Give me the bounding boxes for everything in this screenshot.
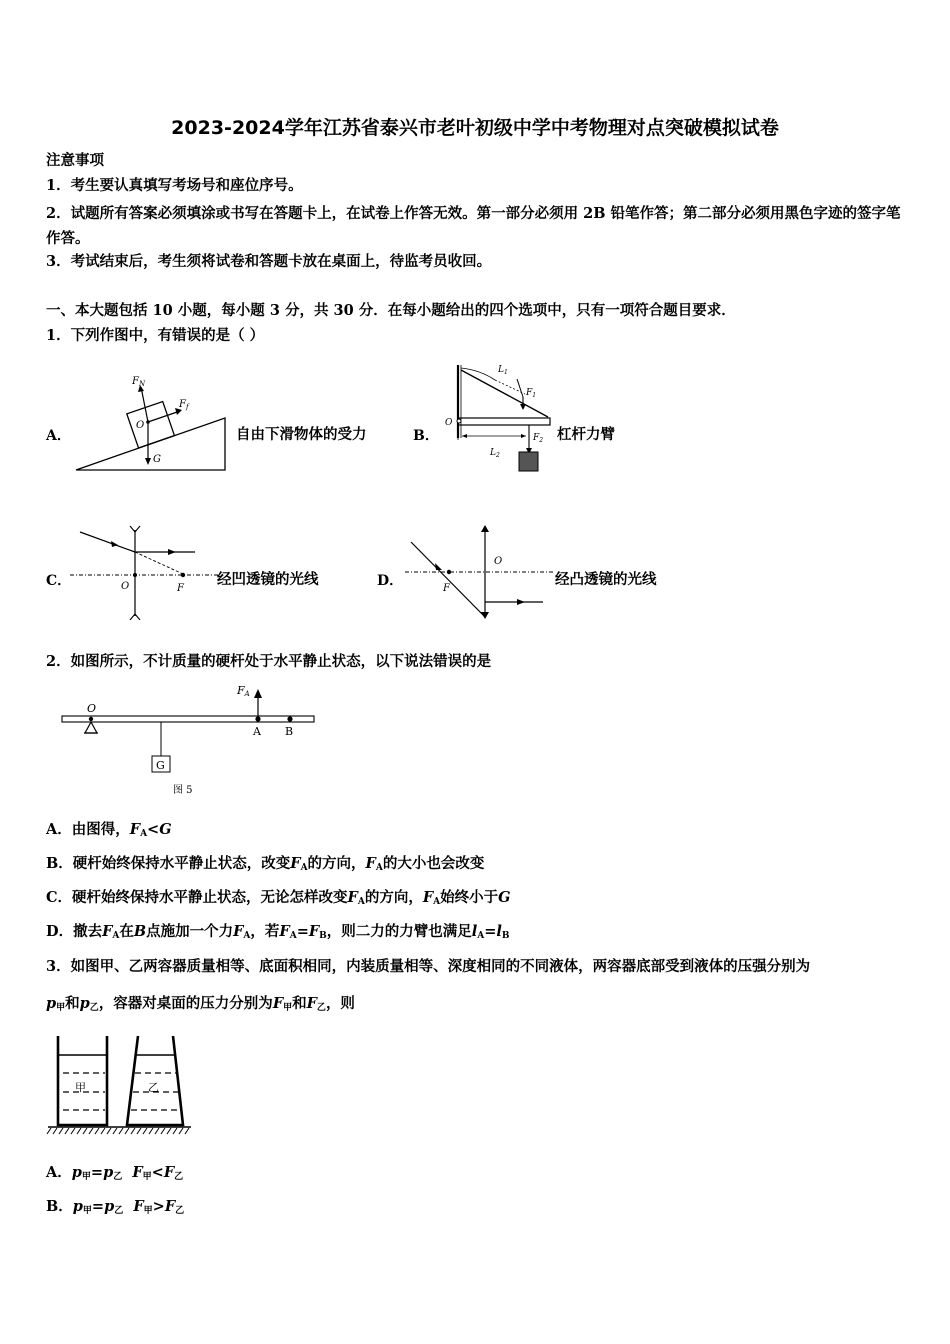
option-label: D． xyxy=(46,923,74,940)
label-jia: 甲 xyxy=(75,1081,86,1094)
text-run: F xyxy=(164,1198,176,1215)
notice-item-2: 2．试题所有答案必须填涂或书写在答题卡上，在试卷上作答无效。第一部分必须用 2B 铅笔作答；第二部分必须用黑色字迹的签字笔作答。 xyxy=(46,205,901,247)
text-run: 和 xyxy=(65,995,80,1012)
label-o: O xyxy=(494,556,503,567)
text-run: F xyxy=(133,1198,144,1215)
text-run: A xyxy=(243,931,251,941)
text-run: F xyxy=(163,1164,175,1181)
text-run: 甲 xyxy=(82,1206,92,1216)
text-run: < xyxy=(151,1164,164,1181)
point-a xyxy=(255,716,260,721)
point-b xyxy=(287,716,292,721)
text-run: G xyxy=(159,821,172,838)
q3-option-a xyxy=(46,1163,183,1187)
q2-option-b xyxy=(46,854,484,878)
text-run: p xyxy=(72,1198,83,1215)
figure-caption: 图 5 xyxy=(173,785,193,796)
text-run: F xyxy=(272,995,284,1012)
text-run: ，容器对桌面的压力分别为 xyxy=(98,995,273,1012)
text-run: A xyxy=(140,829,148,839)
text-run: 乙 xyxy=(113,1172,123,1182)
q1-figure-convex xyxy=(405,520,555,620)
q1-figure-lever xyxy=(440,360,560,480)
notice-item-1: 1．考生要认真填写考场号和座位序号。 xyxy=(46,177,303,194)
q3-stem-line1: 3．如图甲、乙两容器质量相等、底面积相同，内装质量相等、深度相同的不同液体，两容器底部受到液体的压强分别为 xyxy=(46,958,811,975)
q1-option-c-label: C． xyxy=(46,573,72,589)
label-fa: FA xyxy=(237,684,250,698)
text-run: l xyxy=(471,923,478,940)
label-o: O xyxy=(87,702,97,715)
text-run: 乙 xyxy=(175,1206,185,1216)
label-f: F xyxy=(443,583,450,594)
text-run: 乙 xyxy=(89,1003,99,1013)
incident-ray xyxy=(411,542,485,617)
text-run: p xyxy=(71,1164,82,1181)
text-run: B xyxy=(501,931,510,941)
text-run: F xyxy=(290,855,301,872)
extension-line xyxy=(135,552,183,574)
text-run: 硬杆始终保持水平静止状态，改变 xyxy=(72,855,291,872)
text-run: F xyxy=(102,923,113,940)
text-run: 乙 xyxy=(316,1003,326,1013)
incident-ray xyxy=(80,532,135,552)
label-l1: $L_1$ xyxy=(498,365,508,376)
text-run: 点施加一个力 xyxy=(146,923,234,940)
label-o: O xyxy=(121,581,130,592)
text-run: 甲 xyxy=(81,1172,91,1182)
text-run: ，则 xyxy=(325,995,355,1012)
label-f2: $F_2$ xyxy=(533,433,544,444)
rod xyxy=(62,716,314,722)
q1-option-b-label: B． xyxy=(413,428,439,444)
text-run xyxy=(123,1198,133,1215)
label-fn: $F_N$ xyxy=(132,376,146,388)
text-run: = xyxy=(90,1164,104,1181)
fulcrum xyxy=(85,722,97,733)
notice-heading: 注意事项 xyxy=(46,152,104,169)
text-run: p xyxy=(104,1198,115,1215)
label-yi: 乙 xyxy=(148,1081,159,1094)
text-run: F xyxy=(365,855,376,872)
text-run: 乙 xyxy=(114,1206,124,1216)
label-g: G xyxy=(156,759,165,772)
text-run: B xyxy=(133,923,147,940)
label-l2: $L_2$ xyxy=(490,448,500,459)
label-f: F xyxy=(177,583,184,594)
text-run: 甲 xyxy=(142,1172,152,1182)
q1-option-a-label: A． xyxy=(46,428,71,444)
q1-option-c-caption: 经凹透镜的光线 xyxy=(217,571,319,588)
text-run: 的方向， xyxy=(364,889,423,906)
q3-stem-line2 xyxy=(46,994,355,1018)
q3-figure-containers xyxy=(45,1030,195,1140)
text-run: A xyxy=(357,897,365,907)
label-o: O xyxy=(136,420,145,431)
normal-force-arrow xyxy=(141,387,148,422)
text-run: = xyxy=(484,923,497,940)
label-f1: $F_1$ xyxy=(526,388,537,399)
text-run: A xyxy=(375,863,383,873)
label-ff: $F_f$ xyxy=(179,399,189,411)
weight-block xyxy=(519,452,538,471)
option-label: A． xyxy=(46,1164,72,1181)
text-run: F xyxy=(306,995,317,1012)
table-hatching xyxy=(47,1128,189,1134)
text-run: < xyxy=(147,821,160,838)
text-run: = xyxy=(296,923,309,940)
text-run: F xyxy=(132,1164,143,1181)
text-run: A xyxy=(477,931,485,941)
text-run: 的方向， xyxy=(307,855,366,872)
text-run: p xyxy=(103,1164,114,1181)
q2-stem: 2．如图所示，不计质量的硬杆处于水平静止状态，以下说法错误的是 xyxy=(46,653,492,670)
q1-stem: 1．下列作图中，有错误的是（ ） xyxy=(46,327,265,344)
text-run: p xyxy=(79,995,90,1012)
label-g: G xyxy=(153,454,161,465)
section-heading: 一、本大题包括 10 小题，每小题 3 分，共 30 分．在每小题给出的四个选项中，只有一项符合题目要求． xyxy=(46,302,736,319)
label-o: O xyxy=(445,418,453,428)
q1-figure-incline xyxy=(70,360,235,475)
text-run: F xyxy=(422,889,434,906)
text-run: F xyxy=(308,923,320,940)
text-run: p xyxy=(46,995,57,1012)
option-label: A． xyxy=(46,821,72,838)
text-run: ，则二力的力臂也满足 xyxy=(326,923,472,940)
text-run: 由图得， xyxy=(71,821,130,838)
text-run: F xyxy=(233,923,244,940)
text-run: A xyxy=(300,863,308,873)
text-run: F xyxy=(279,923,290,940)
q2-option-d xyxy=(46,922,510,946)
text-run: ，若 xyxy=(250,923,280,940)
text-run: A xyxy=(112,931,120,941)
q3-option-b xyxy=(46,1197,184,1221)
text-run: F xyxy=(129,821,141,838)
text-run: = xyxy=(91,1198,105,1215)
q2-figure-lever xyxy=(55,678,320,803)
label-b: B xyxy=(285,725,294,738)
text-run: A xyxy=(433,897,441,907)
text-run: G xyxy=(498,889,511,906)
label-a: A xyxy=(253,725,261,738)
text-run: 始终小于 xyxy=(440,889,499,906)
text-run: 在 xyxy=(119,923,134,940)
q1-option-b-caption: 杠杆力臂 xyxy=(557,426,615,443)
text-run: l xyxy=(496,923,502,940)
text-run: 甲 xyxy=(143,1206,153,1216)
l1-marker xyxy=(517,379,523,397)
q1-figure-concave xyxy=(70,520,220,620)
text-run: F xyxy=(347,889,358,906)
q1-option-a-caption: 自由下滑物体的受力 xyxy=(236,426,367,443)
text-run: 乙 xyxy=(174,1172,184,1182)
option-label: C． xyxy=(46,889,73,906)
text-run: A xyxy=(289,931,297,941)
page-title: 2023-2024学年江苏省泰兴市老叶初级中学中考物理对点突破模拟试卷 xyxy=(171,117,779,139)
text-run: 硬杆始终保持水平静止状态，无论怎样改变 xyxy=(72,889,348,906)
text-run: > xyxy=(152,1198,165,1215)
text-run: B xyxy=(319,931,327,941)
text-run: 甲 xyxy=(56,1003,66,1013)
option-label: B． xyxy=(46,855,73,872)
text-run xyxy=(122,1164,132,1181)
friction-arrow xyxy=(148,411,180,422)
text-run: 甲 xyxy=(283,1003,293,1013)
text-run: 和 xyxy=(292,995,307,1012)
q1-option-d-caption: 经凸透镜的光线 xyxy=(555,571,657,588)
lever-bar xyxy=(458,418,550,425)
q1-option-d-label: D． xyxy=(377,573,404,589)
q2-option-a xyxy=(46,820,172,844)
text-run: 撤去 xyxy=(73,923,103,940)
notice-item-3: 3．考试结束后，考生须将试卷和答题卡放在桌面上，待监考员收回。 xyxy=(46,253,492,270)
option-label: B． xyxy=(46,1198,73,1215)
sliding-block xyxy=(127,402,175,448)
text-run: 的大小也会改变 xyxy=(382,855,485,872)
q2-option-c xyxy=(46,888,511,912)
